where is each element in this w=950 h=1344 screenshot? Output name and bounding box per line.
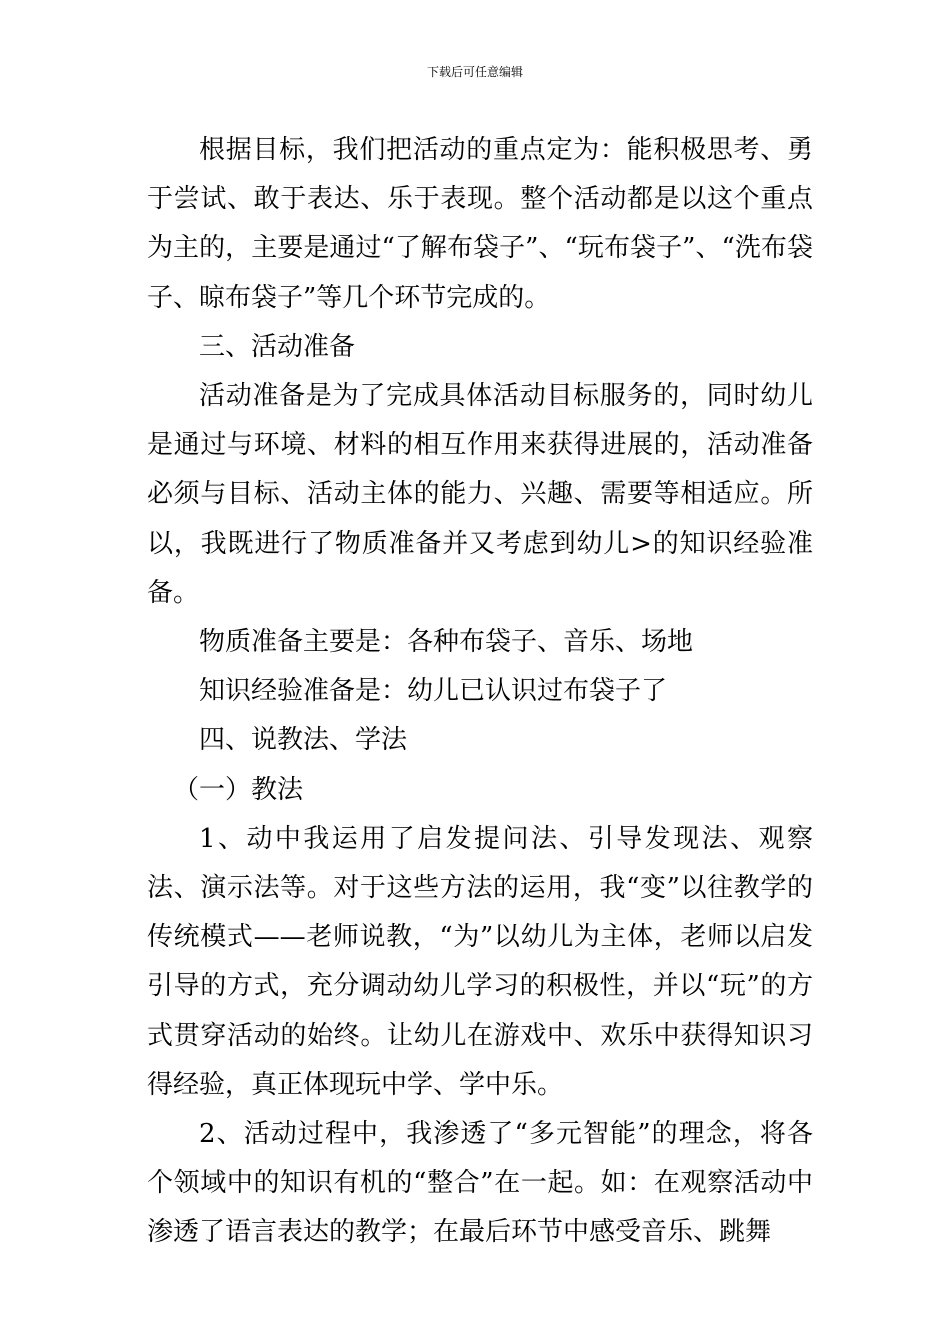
paragraph-method-2: 2、活动过程中，我渗透了“多元智能”的理念，将各个领域中的知识有机的“整合”在一起。如：在观察活动中渗透了语言表达的教学；在最后环节中感受音乐、跳舞 <box>147 1119 813 1248</box>
paragraph-activity-preparation: 活动准备是为了完成具体活动目标服务的，同时幼儿是通过与环境、材料的相互作用来获得进展的，活动准备必须与目标、活动主体的能力、兴趣、需要等相适应。所以，我既进行了物质准备并又考虑到幼儿>的知识经验准备。 <box>147 381 813 608</box>
page-header: 下载后可任意编辑 <box>426 65 523 79</box>
document-body <box>147 126 813 1258</box>
paragraph-key-points: 根据目标，我们把活动的重点定为：能积极思考、勇于尝试、敢于表达、乐于表现。整个活动都是以这个重点为主的，主要是通过“了解布袋子”、“玩布袋子”、“洗布袋子、晾布袋子”等几个环节完成的。 <box>147 135 813 313</box>
paragraph-knowledge-preparation: 知识经验准备是：幼儿已认识过布袋子了 <box>199 676 668 707</box>
section-heading-activity-preparation: 三、活动准备 <box>199 331 356 362</box>
paragraph-method-1: 1、动中我运用了启发提问法、引导发现法、观察法、演示法等。对于这些方法的运用，我“变”以往教学的传统模式——老师说教，“为”以幼儿为主体，老师以启发引导的方式，充分调动幼儿学习的积极性，并以“玩”的方式贯穿活动的始终。让幼儿在游戏中、欢乐中获得知识习得经验，真正体现玩中学、学中乐。 <box>147 823 813 1100</box>
subsection-heading-teaching-method: （一）教法 <box>173 774 304 805</box>
section-heading-teaching-methods: 四、说教法、学法 <box>199 725 408 756</box>
paragraph-material-preparation: 物质准备主要是：各种布袋子、音乐、场地 <box>199 627 694 658</box>
